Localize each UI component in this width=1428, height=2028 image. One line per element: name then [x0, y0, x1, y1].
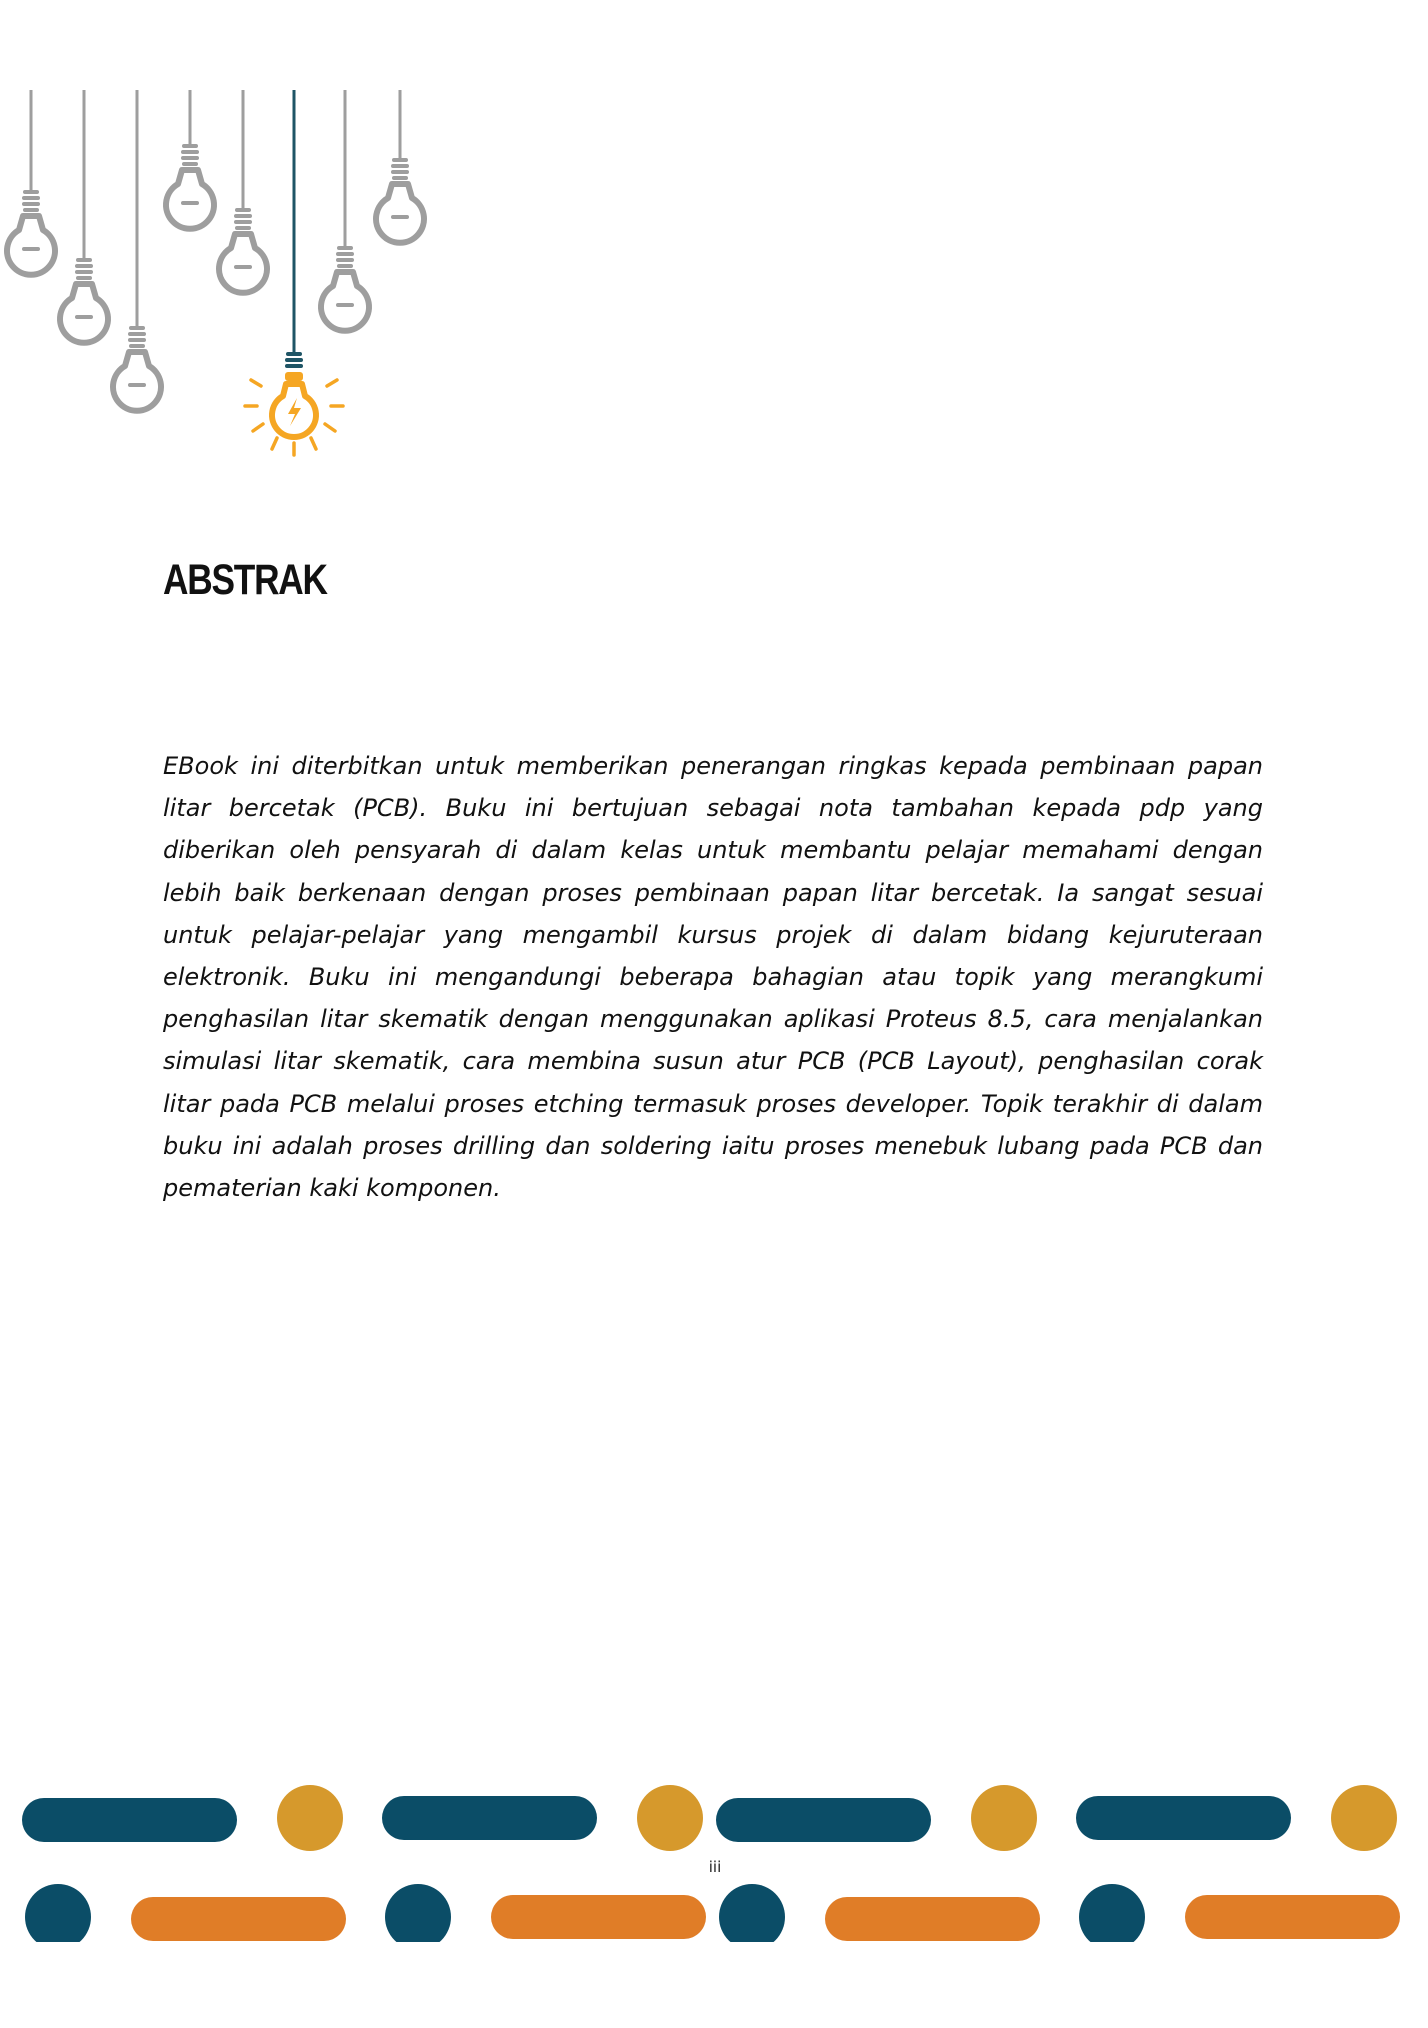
light-bulb-icon [60, 258, 108, 343]
light-bulb-icon [376, 158, 424, 243]
hanging-bulbs-illustration [0, 0, 460, 480]
decor-dot [277, 1785, 343, 1851]
light-bulb-icon [219, 208, 267, 293]
bulb-5 [219, 90, 267, 293]
bulb-2 [60, 90, 108, 343]
glowing-light-bulb-icon [245, 352, 343, 455]
abstract-paragraph: EBook ini diterbitkan untuk memberikan penerangan ringkas kepada pembinaan papan litar bercetak (PCB). Buku ini bertujuan sebagai nota tambahan kepada pdp yang diberikan oleh pensyarah di dalam kelas untuk membantu pelajar memahami dengan lebih baik berkenaan dengan proses pembinaan papan litar bercetak. Ia sangat sesuai untuk pelajar-pelajar yang mengambil kursus projek di dalam bidang kejuruteraan elektronik. Buku ini mengandungi beberapa bahagian atau topik yang merangkumi penghasilan litar skematik dengan menggunakan aplikasi Proteus 8.5, cara menjalankan simulasi litar skematik, cara membina susun atur PCB (PCB Layout), penghasilan corak litar pada PCB melalui proses etching termasuk proses developer. Topik terakhir di dalam buku ini adalah proses drilling dan soldering iaitu proses menebuk lubang pada PCB dan pematerian kaki komponen. [163, 752, 1263, 1203]
decor-pill [716, 1798, 931, 1842]
bulb-1 [7, 90, 55, 275]
bulb-7 [321, 90, 369, 331]
decor-pill [825, 1897, 1040, 1941]
page-title: ABSTRAK [163, 556, 327, 604]
bulb-4 [166, 90, 214, 229]
decor-pill [22, 1798, 237, 1842]
decor-pill [382, 1796, 597, 1840]
decor-dot [25, 1884, 91, 1950]
bulb-3 [113, 90, 161, 411]
decor-pill [491, 1895, 706, 1939]
light-bulb-icon [321, 246, 369, 331]
decor-dot [385, 1884, 451, 1950]
decor-pill [1185, 1895, 1400, 1939]
decor-dot [1331, 1785, 1397, 1851]
bulb-8 [376, 90, 424, 243]
decor-dot [637, 1785, 703, 1851]
light-bulb-icon [7, 190, 55, 275]
decor-row-top [22, 1785, 1397, 1851]
decor-pill [1076, 1796, 1291, 1840]
decor-dot [1079, 1884, 1145, 1950]
decor-row-bottom [25, 1884, 1400, 1950]
decor-dot [719, 1884, 785, 1950]
decor-pill [131, 1897, 346, 1941]
page-number: iii [708, 1858, 722, 1876]
light-bulb-icon [113, 326, 161, 411]
light-bulb-icon [166, 144, 214, 229]
decor-dot [971, 1785, 1037, 1851]
